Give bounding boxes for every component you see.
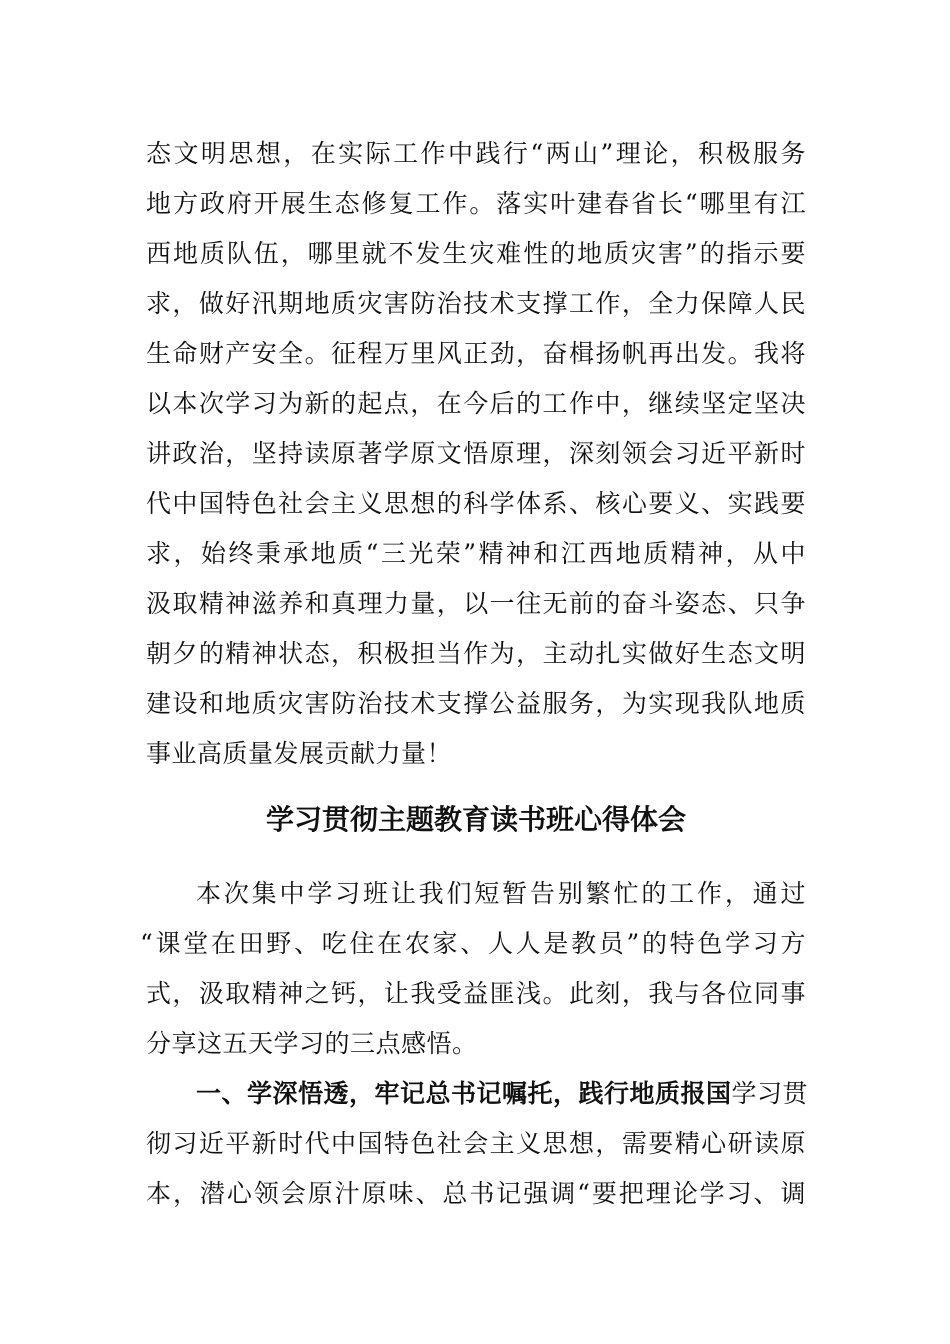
paragraph-line: “课堂在田野、吃住在农家、人人是教员”的特色学习方 — [140, 929, 806, 958]
paragraph-line: 本，潜心领会原汁原味、总书记强调“要把理论学习、调 — [146, 1179, 806, 1208]
section-heading: 一、学深悟透，牢记总书记嘱托，践行地质报国 — [196, 1079, 732, 1108]
paragraph-line: 以本次学习为新的起点，在今后的工作中，继续坚定坚决 — [146, 389, 806, 418]
paragraph-line: 地方政府开展生态修复工作。落实叶建春省长“哪里有江 — [146, 189, 806, 218]
paragraph-line: 建设和地质灾害防治技术支撑公益服务，为实现我队地质 — [146, 689, 806, 718]
paragraph-line: 讲政治，坚持读原著学原文悟原理，深刻领会习近平新时 — [146, 439, 806, 468]
paragraph-line: 代中国特色社会主义思想的科学体系、核心要义、实践要 — [146, 489, 806, 518]
paragraph-line: 式，汲取精神之钙，让我受益匪浅。此刻，我与各位同事 — [146, 979, 806, 1008]
section-title: 学习贯彻主题教育读书班心得体会 — [265, 803, 686, 836]
paragraph-line: 生命财产安全。征程万里风正劲，奋楫扬帆再出发。我将 — [146, 339, 806, 368]
paragraph-line: 求，做好汛期地质灾害防治技术支撑工作，全力保障人民 — [146, 289, 806, 318]
paragraph-line: 事业高质量发展贡献力量！ — [146, 739, 453, 768]
paragraph-line: 朝夕的精神状态，积极担当作为，主动扎实做好生态文明 — [146, 639, 806, 668]
paragraph-line: 本次集中学习班让我们短暂告别繁忙的工作，通过 — [196, 879, 806, 908]
section-heading-line — [196, 1074, 809, 1114]
section-text: 学习贯 — [731, 1079, 809, 1108]
paragraph-line: 彻习近平新时代中国特色社会主义思想，需要精心研读原 — [146, 1129, 806, 1158]
paragraph-line: 求，始终秉承地质“三光荣”精神和江西地质精神，从中 — [146, 539, 806, 568]
paragraph-line: 态文明思想，在实际工作中践行“两山”理论，积极服务 — [146, 139, 806, 168]
paragraph-line: 汲取精神滋养和真理力量，以一往无前的奋斗姿态、只争 — [146, 589, 806, 618]
paragraph-line: 分享这五天学习的三点感悟。 — [146, 1029, 478, 1058]
paragraph-line: 西地质队伍，哪里就不发生灾难性的地质灾害”的指示要 — [146, 239, 806, 268]
